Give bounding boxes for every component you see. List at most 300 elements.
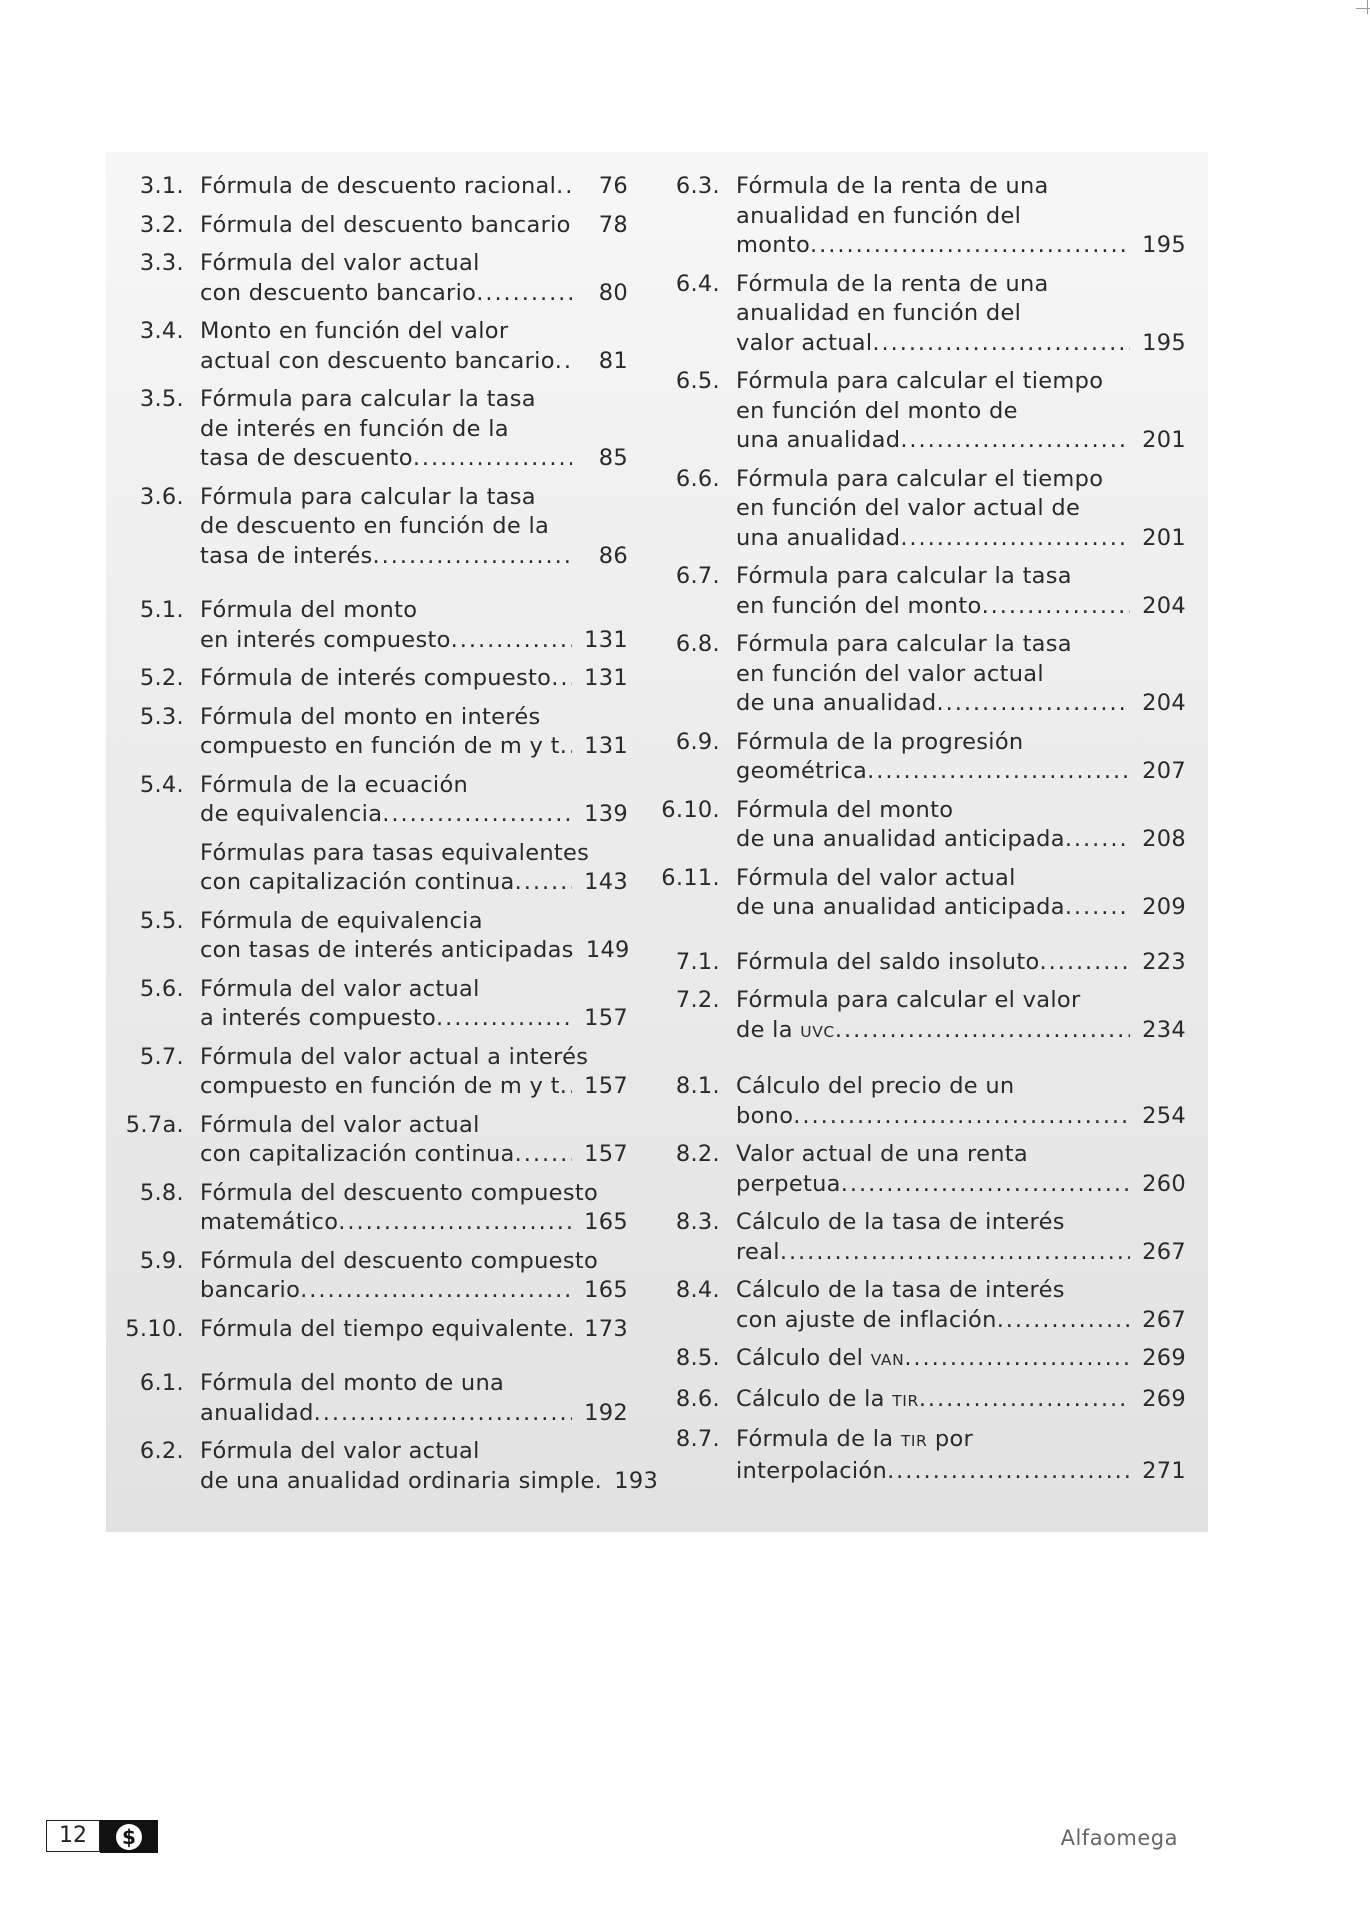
formula-number: 8.2. <box>675 1141 720 1167</box>
page-ref: 143 <box>584 869 628 895</box>
formula-number: 6.1. <box>139 1370 184 1396</box>
title-text <box>200 444 413 474</box>
formula-number: 5.7a. <box>125 1111 184 1138</box>
title-text <box>200 1276 300 1306</box>
page-ref: 80 <box>598 279 628 306</box>
dot-leader <box>887 1457 1130 1487</box>
toc-entry <box>646 367 1186 456</box>
title-text <box>200 542 373 572</box>
formula-title <box>736 562 1186 621</box>
formula-title-last-line <box>200 347 628 377</box>
toc-entry <box>106 771 628 830</box>
formula-title <box>736 986 1186 1047</box>
page-ref: 201 <box>1142 524 1186 551</box>
formula-title-line: de descuento en función de la <box>200 513 550 539</box>
formula-title-line: Fórmula del monto <box>200 597 418 623</box>
formula-title <box>736 1072 1186 1131</box>
formula-title <box>200 1043 628 1102</box>
acronym: UVC <box>800 1022 835 1041</box>
page-ref: 269 <box>1142 1385 1186 1412</box>
toc-entry <box>646 1140 1186 1199</box>
formula-title <box>736 172 1186 261</box>
dot-leader <box>1065 825 1130 855</box>
formula-title-last-line <box>736 948 1186 978</box>
title-text <box>736 1102 793 1132</box>
formula-title-line: Fórmula para calcular la tasa <box>200 386 536 412</box>
formula-number: 8.6. <box>675 1385 720 1412</box>
formula-title-line <box>736 1425 1186 1457</box>
formula-title <box>200 1369 628 1428</box>
formula-title-last-line <box>736 231 1186 261</box>
formula-title <box>736 1344 1186 1376</box>
formula-title-line: Fórmula para calcular la tasa <box>200 483 536 510</box>
formula-title-line: Fórmula del monto de una <box>200 1370 505 1396</box>
toc-entry <box>106 703 628 762</box>
page-ref: 131 <box>584 733 628 759</box>
dot-leader <box>867 757 1130 787</box>
title-text <box>736 757 867 787</box>
title-text-part: geométrica <box>736 758 868 784</box>
title-text-part: en función del monto <box>736 592 982 619</box>
formula-title-last-line <box>200 1140 628 1170</box>
toc-entry <box>106 664 628 694</box>
title-text-part: Fórmula de descuento racional <box>200 173 557 199</box>
page-ref: 85 <box>598 445 628 471</box>
formula-title-last-line <box>200 1315 628 1345</box>
toc-entry <box>106 1369 628 1428</box>
formula-number: 5.2. <box>139 665 184 691</box>
dot-leader <box>841 1170 1130 1200</box>
title-text-part: de equivalencia <box>200 801 383 827</box>
toc-entry <box>646 728 1186 787</box>
title-text <box>736 825 1065 855</box>
toc-entry <box>646 796 1186 855</box>
title-text-part: Fórmula del saldo insoluto <box>736 948 1040 975</box>
formula-title-line: Fórmula del descuento compuesto <box>200 1179 599 1206</box>
formula-title-line: en función del valor actual <box>736 660 1044 687</box>
dot-leader <box>810 231 1130 261</box>
toc-entry <box>106 1437 659 1496</box>
formula-title-line: Cálculo de la tasa de interés <box>736 1277 1065 1303</box>
title-text-part: Fórmula de interés compuesto <box>200 665 552 691</box>
page-ref: 86 <box>598 542 628 569</box>
title-text <box>736 1170 841 1200</box>
formula-title-last-line <box>200 664 628 694</box>
title-text <box>736 329 872 359</box>
formula-title-line: anualidad en función del <box>736 202 1022 229</box>
formula-title <box>200 1437 659 1496</box>
formula-title-line: Valor actual de una renta <box>736 1141 1028 1167</box>
formula-title-last-line <box>736 1016 1186 1048</box>
title-text-part: Fórmula del tiempo equivalente <box>200 1315 568 1342</box>
toc-entry <box>646 1072 1186 1131</box>
dollar-icon: $ <box>116 1824 142 1850</box>
dot-leader <box>451 626 572 656</box>
page-ref: 271 <box>1142 1457 1186 1484</box>
title-text-part: bono <box>736 1102 794 1129</box>
formula-title <box>200 703 628 762</box>
formula-title <box>200 907 628 966</box>
title-text-part: de una anualidad anticipada <box>736 826 1065 852</box>
page-ref: 157 <box>584 1005 628 1031</box>
toc-entry <box>106 317 628 376</box>
formula-title-last-line <box>736 757 1186 787</box>
formula-number: 7.2. <box>675 987 720 1013</box>
title-text-part: de una anualidad ordinaria simple. <box>200 1467 603 1494</box>
title-text-part: de la <box>736 1016 801 1043</box>
formula-title-last-line <box>736 1102 1186 1132</box>
toc-entry <box>646 270 1186 359</box>
formula-title-last-line <box>200 626 628 656</box>
formula-title-last-line <box>200 800 628 830</box>
formula-title-line: de interés en función de la <box>200 415 509 442</box>
formula-title-line: Fórmula del valor actual a interés <box>200 1043 589 1070</box>
dollar-icon-box <box>100 1820 158 1853</box>
title-text <box>200 936 574 966</box>
title-text-part: monto <box>736 232 811 258</box>
title-text <box>736 1385 919 1417</box>
formula-title-last-line <box>200 542 628 572</box>
toc-entry <box>106 1247 628 1306</box>
title-text-part: con capitalización continua <box>200 869 515 895</box>
formula-title-line: Fórmula para calcular el tiempo <box>736 465 1104 492</box>
title-text-part: interpolación <box>736 1457 888 1484</box>
formula-title <box>200 249 628 308</box>
toc-entry <box>646 1344 1186 1376</box>
left-column <box>106 172 659 1505</box>
page-ref: 254 <box>1142 1102 1186 1129</box>
title-text-part: Fórmula del descuento bancario <box>200 211 571 238</box>
dot-leader <box>555 347 572 377</box>
title-text-part: de una anualidad <box>736 690 937 716</box>
formula-title-line: Fórmula de la renta de una <box>736 173 1049 199</box>
formula-title-last-line <box>200 1072 628 1102</box>
section-gap <box>646 932 1186 948</box>
formula-title <box>736 1276 1186 1335</box>
formula-number: 3.6. <box>139 483 184 510</box>
dot-leader <box>560 1072 572 1102</box>
title-text-part: de una anualidad anticipada <box>736 894 1065 920</box>
title-text <box>200 626 451 656</box>
dot-leader <box>413 444 572 474</box>
dot-leader <box>997 1306 1130 1336</box>
formula-title-last-line <box>200 172 628 202</box>
title-text <box>200 347 555 377</box>
page-ref: 157 <box>584 1141 628 1167</box>
formula-number: 5.9. <box>139 1247 184 1274</box>
toc-entry <box>106 907 628 966</box>
formula-title-last-line <box>200 732 628 762</box>
page-ref: 195 <box>1142 232 1186 258</box>
title-text: por <box>927 1426 974 1452</box>
formula-title-last-line <box>200 1467 659 1497</box>
page-ref: 165 <box>584 1209 628 1235</box>
formula-title-line: Fórmula del monto en interés <box>200 703 541 730</box>
toc-entry <box>106 975 628 1034</box>
formula-title <box>736 270 1186 359</box>
title-text <box>736 1016 835 1048</box>
formula-number: 6.11. <box>661 864 720 891</box>
title-text <box>200 1208 338 1238</box>
formula-title-last-line <box>736 689 1186 719</box>
title-text <box>200 1399 314 1429</box>
title-text-part: con descuento bancario <box>200 279 477 306</box>
title-text <box>200 279 476 309</box>
formula-number: 6.8. <box>675 631 720 657</box>
formula-title-line: Fórmula de equivalencia <box>200 907 483 934</box>
toc-entry <box>646 1425 1186 1486</box>
dot-leader <box>556 172 572 202</box>
title-text <box>200 868 515 898</box>
title-text <box>200 1467 602 1497</box>
title-text <box>200 664 551 694</box>
dot-leader <box>436 1004 572 1034</box>
formula-title-last-line <box>736 1238 1186 1268</box>
title-text-part: tasa de descuento <box>200 445 413 471</box>
title-text <box>736 1238 780 1268</box>
toc-entry <box>646 864 1186 923</box>
formula-title-line: Fórmula del valor actual <box>200 975 480 1002</box>
formula-title <box>200 664 628 694</box>
formula-number: 6.7. <box>675 563 720 589</box>
toc-entry <box>106 1043 628 1102</box>
page-ref: 165 <box>584 1277 628 1303</box>
toc-entry <box>646 1276 1186 1335</box>
formula-title-line: Cálculo del precio de un <box>736 1073 1015 1099</box>
formula-title-last-line <box>200 279 628 309</box>
formula-title-last-line <box>736 426 1186 456</box>
formula-title <box>736 796 1186 855</box>
formula-number: 5.8. <box>139 1179 184 1206</box>
formula-number: 3.1. <box>139 173 184 199</box>
formula-title <box>736 630 1186 719</box>
formula-title-line: Fórmula de la renta de una <box>736 270 1049 297</box>
dot-leader <box>300 1276 572 1306</box>
dot-leader <box>900 426 1130 456</box>
title-text <box>736 1306 997 1336</box>
formula-number: 8.3. <box>675 1209 720 1235</box>
toc-entry <box>106 249 628 308</box>
title-text-part: una anualidad <box>736 427 901 453</box>
formula-title-last-line <box>736 1457 1186 1487</box>
dot-leader <box>872 329 1130 359</box>
page-ref: 209 <box>1142 894 1186 920</box>
dot-leader <box>515 1140 572 1170</box>
formula-title-last-line <box>736 1385 1186 1417</box>
page-ref: 76 <box>598 173 628 199</box>
page-ref: 204 <box>1142 592 1186 619</box>
dot-leader <box>314 1399 572 1429</box>
formula-number: 5.1. <box>139 597 184 623</box>
page-ref: 267 <box>1142 1306 1186 1333</box>
formula-title <box>200 1247 628 1306</box>
crop-mark <box>1352 0 1370 18</box>
formula-title-line: Fórmula del valor actual <box>200 1438 480 1464</box>
formula-number: 5.10. <box>125 1315 184 1342</box>
formula-number: 6.6. <box>675 465 720 492</box>
title-text-part: matemático <box>200 1209 339 1235</box>
page-ref: 149 <box>585 937 630 963</box>
title-text <box>200 1140 515 1170</box>
formula-number: 3.2. <box>139 211 184 238</box>
formula-title-line: anualidad en función del <box>736 300 1022 326</box>
page-ref: 139 <box>584 801 628 827</box>
formula-title <box>736 367 1186 456</box>
page-number: 12 <box>46 1820 100 1852</box>
title-text-part: valor actual <box>736 329 873 356</box>
page-ref: 267 <box>1142 1238 1186 1265</box>
title-text <box>736 689 937 719</box>
dot-leader <box>904 1344 1130 1376</box>
dot-leader <box>982 592 1130 622</box>
formula-number: 6.2. <box>139 1438 184 1464</box>
title-text <box>200 172 556 202</box>
title-text <box>200 211 571 241</box>
formula-number: 5.3. <box>139 703 184 730</box>
toc-entry <box>106 1315 628 1345</box>
page-ref: 192 <box>584 1399 628 1426</box>
toc-entry <box>646 172 1186 261</box>
formula-index-panel <box>106 152 1208 1532</box>
formula-title-last-line <box>736 893 1186 923</box>
title-text-part: con ajuste de inflación <box>736 1306 997 1333</box>
formula-title-last-line <box>736 592 1186 622</box>
title-text-part: anualidad <box>200 1399 314 1426</box>
formula-title <box>736 728 1186 787</box>
formula-title <box>736 948 1186 978</box>
formula-number: 3.4. <box>139 318 184 344</box>
page-ref: 131 <box>584 626 628 653</box>
title-text <box>736 592 982 622</box>
toc-entry <box>106 1111 628 1170</box>
formula-title <box>200 1315 628 1345</box>
formula-title-line: en función del valor actual de <box>736 495 1081 521</box>
page-ref: 260 <box>1142 1170 1186 1197</box>
page-ref: 234 <box>1142 1016 1186 1043</box>
title-text-part: en interés compuesto <box>200 626 451 653</box>
title-text <box>200 800 382 830</box>
formula-title <box>200 385 628 474</box>
formula-title <box>736 864 1186 923</box>
toc-entry <box>106 211 628 241</box>
dot-leader <box>835 1016 1130 1048</box>
formula-title <box>736 1140 1186 1199</box>
toc-entry <box>106 385 628 474</box>
formula-number: 6.10. <box>661 796 720 823</box>
title-text-part: con capitalización continua <box>200 1141 515 1167</box>
formula-number: 7.1. <box>675 948 720 975</box>
formula-title-last-line <box>736 1344 1186 1376</box>
section-gap <box>646 1056 1186 1072</box>
toc-entry <box>646 948 1186 978</box>
title-text <box>200 1072 560 1102</box>
right-column <box>646 172 1186 1495</box>
formula-number: 5.6. <box>139 975 184 1002</box>
toc-entry <box>106 596 628 655</box>
formula-title <box>200 596 628 655</box>
title-text-part: tasa de interés <box>200 542 373 569</box>
formula-title-line: Cálculo de la tasa de interés <box>736 1209 1065 1235</box>
formula-number: 8.7. <box>675 1426 720 1452</box>
toc-entry <box>106 839 628 898</box>
toc-entry <box>646 1208 1186 1267</box>
dot-leader <box>1040 948 1130 978</box>
page-ref: 195 <box>1142 329 1186 356</box>
section-gap <box>106 1353 628 1369</box>
formula-title <box>736 1425 1186 1486</box>
dot-leader <box>560 732 572 762</box>
acronym: TIR <box>900 1432 928 1450</box>
page-ref: 193 <box>614 1467 659 1494</box>
dot-leader <box>476 279 572 309</box>
title-text <box>200 1004 436 1034</box>
dot-leader <box>900 524 1130 554</box>
toc-entry <box>646 1385 1186 1417</box>
toc-entry <box>646 465 1186 554</box>
formula-title-line: Fórmula para calcular la tasa <box>736 631 1072 657</box>
dot-leader <box>793 1102 1130 1132</box>
formula-title-last-line <box>200 868 628 898</box>
formula-title <box>200 771 628 830</box>
section-gap <box>106 580 628 596</box>
formula-number: 6.4. <box>675 270 720 297</box>
dot-leader <box>373 542 572 572</box>
formula-number: 3.5. <box>139 386 184 412</box>
formula-title-last-line <box>736 1170 1186 1200</box>
title-text-part: Cálculo de la <box>736 1385 893 1412</box>
title-text-part: real <box>736 1238 780 1265</box>
formula-title-last-line <box>200 1004 628 1034</box>
dot-leader <box>551 664 572 694</box>
page-ref: 223 <box>1142 948 1186 975</box>
formula-title-last-line <box>200 936 628 966</box>
formula-title-line: Monto en función del valor <box>200 318 509 344</box>
formula-number <box>106 839 200 898</box>
acronym: TIR <box>892 1391 919 1410</box>
title-text-part: compuesto en función de m y t <box>200 733 560 759</box>
page-ref: 173 <box>584 1315 628 1342</box>
formula-title-line: Fórmula del valor actual <box>736 864 1016 891</box>
dot-leader <box>382 800 572 830</box>
toc-entry <box>646 986 1186 1047</box>
formula-title-line: Fórmula de la progresión <box>736 728 1024 755</box>
formula-number: 8.4. <box>675 1277 720 1303</box>
formula-title-last-line <box>200 1399 628 1429</box>
formula-title-line: Fórmula del descuento compuesto <box>200 1247 599 1274</box>
page-ref: 81 <box>598 347 628 374</box>
formula-title-last-line <box>736 1306 1186 1336</box>
formula-number: 6.5. <box>675 368 720 394</box>
formula-title-line: Fórmulas para tasas equivalentes <box>200 839 590 866</box>
dot-leader <box>919 1385 1130 1417</box>
dot-leader <box>780 1238 1130 1268</box>
title-text-part: una anualidad <box>736 524 901 551</box>
formula-title-line: Fórmula del valor actual <box>200 250 480 276</box>
formula-title-line: Fórmula del valor actual <box>200 1111 480 1138</box>
formula-title-line: Fórmula del monto <box>736 796 954 823</box>
formula-title-last-line <box>200 444 628 474</box>
title-text <box>736 426 900 456</box>
toc-entry <box>646 630 1186 719</box>
title-text-part: perpetua <box>736 1170 841 1197</box>
title-text <box>736 1457 887 1487</box>
page-number-badge <box>46 1820 158 1852</box>
formula-title-line: Fórmula para calcular la tasa <box>736 563 1072 589</box>
publisher-name: Alfaomega <box>1060 1826 1178 1850</box>
title-text <box>736 524 900 554</box>
formula-title <box>736 1385 1186 1417</box>
formula-number: 3.3. <box>139 250 184 276</box>
